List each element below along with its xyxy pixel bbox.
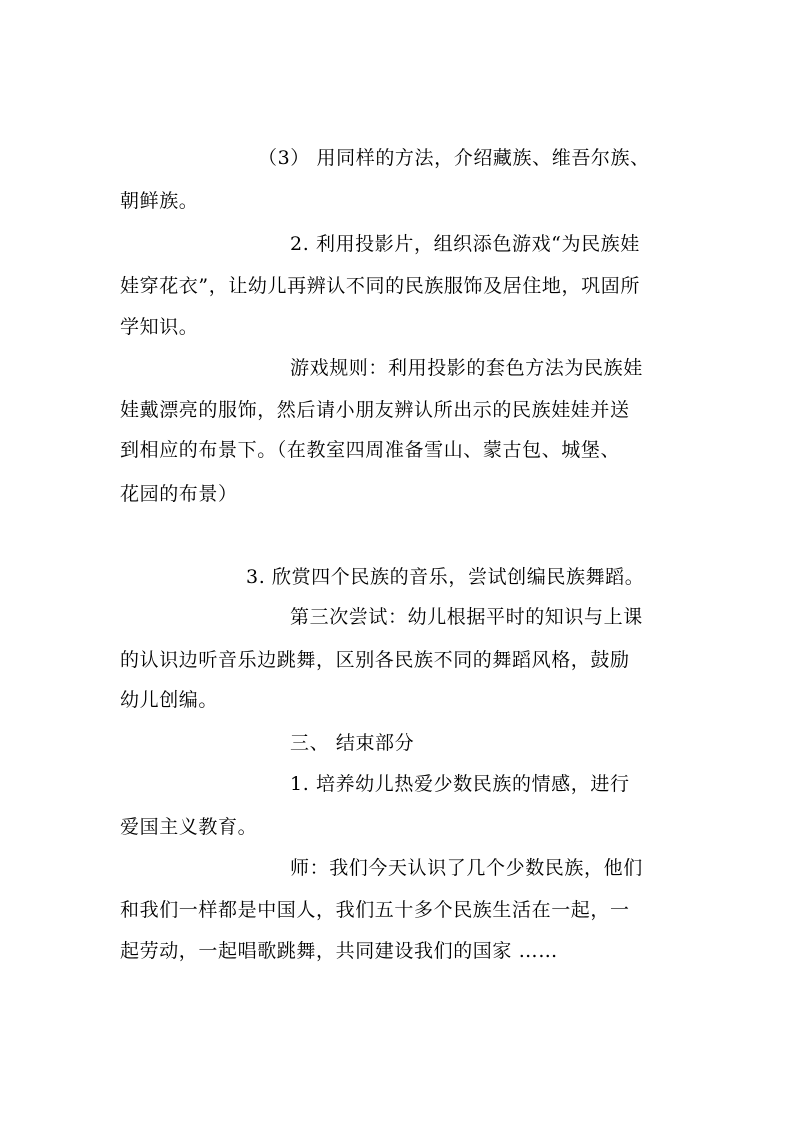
text-line: 3. 欣赏四个民族的音乐，尝试创编民族舞蹈。: [246, 566, 645, 588]
text-line: 朝鲜族。: [120, 190, 199, 212]
text-line: （3） 用同样的方法，介绍藏族、维吾尔族、: [258, 147, 650, 169]
text-line: 到相应的布景下。（在教室四周准备雪山、蒙古包、城堡、: [120, 439, 621, 461]
text-line: 娃戴漂亮的服饰，然后请小朋友辨认所出示的民族娃娃并送: [120, 399, 630, 421]
text-line: 花园的布景）: [120, 483, 238, 505]
text-line: 爱国主义教育。: [120, 816, 258, 838]
text-line: 师：我们今天认识了几个少数民族，他们: [290, 857, 643, 879]
text-line: 起劳动，一起唱歌跳舞，共同建设我们的国家 ……: [120, 940, 558, 962]
text-line: 幼儿创编。: [120, 689, 219, 711]
text-line: 1. 培养幼儿热爱少数民族的情感，进行: [290, 773, 630, 795]
text-line: 学知识。: [120, 316, 199, 338]
text-line: 和我们一样都是中国人，我们五十多个民族生活在一起，一: [120, 899, 630, 921]
text-line: 2. 利用投影片，组织添色游戏“为民族娃: [290, 233, 640, 255]
text-line: 娃穿花衣”，让幼儿再辨认不同的民族服饰及居住地，巩固所: [120, 275, 640, 297]
text-line: 第三次尝试：幼儿根据平时的知识与上课: [290, 606, 643, 628]
text-line: 游戏规则：利用投影的套色方法为民族娃: [290, 357, 643, 379]
section-heading: 三、 结束部分: [290, 732, 415, 754]
text-line: 的认识边听音乐边跳舞，区别各民族不同的舞蹈风格，鼓励: [120, 649, 630, 671]
